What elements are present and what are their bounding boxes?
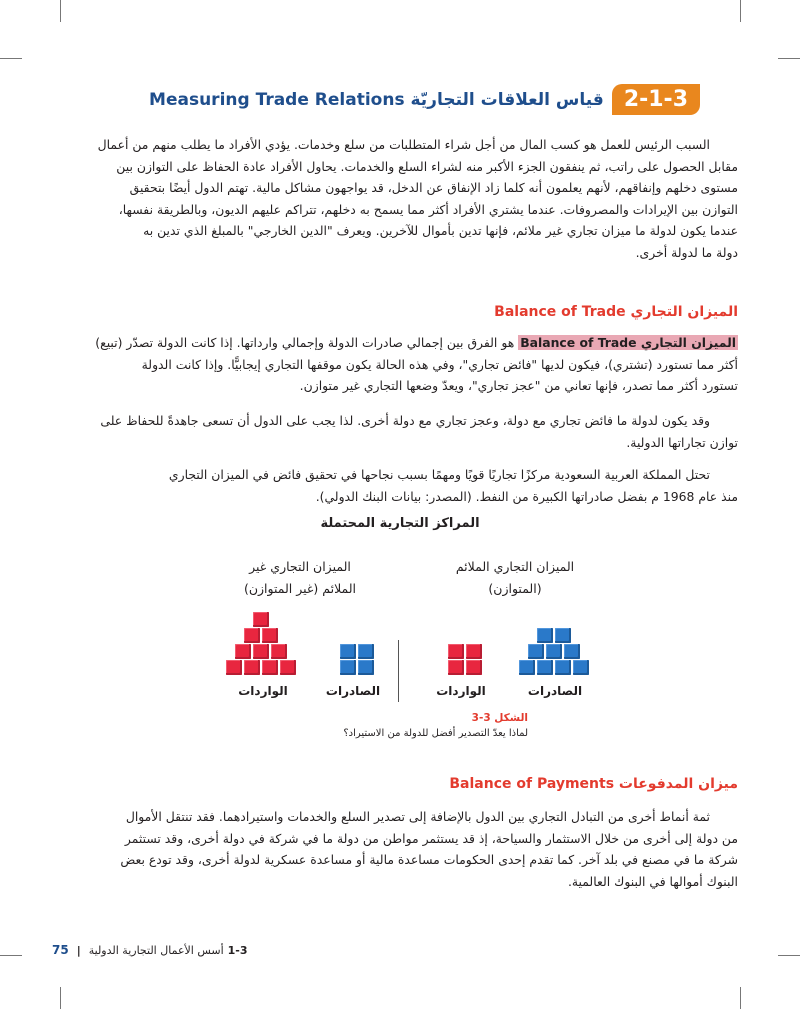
unit-title-text: أسس الأعمال التجارية الدولية (88, 943, 224, 957)
import-cube (226, 660, 242, 675)
import-cube (244, 628, 260, 643)
text-line (62, 332, 738, 354)
export-cube (555, 660, 571, 675)
import-cube (235, 644, 251, 659)
text-line: مستوى دخلهم وإنفاقهم، لأنهم يعلمون أنه كلما زاد الإنفاق عن الدخل، قد يواجهون مشاكل مالية. تهتم الدول أيضًا بتحقيق (129, 180, 738, 195)
text-line: من دولة إلى أخرى من خلال الاستثمار والسياحة، إذ قد يستثمر مواطن من دولة ما في شركة في دولة أخرى، وقد تستثمر (124, 830, 738, 846)
key-term: الميزان التجاري Balance of Trade (520, 335, 736, 350)
text-line: شركة ما في مصنع في بلد آخر. كما تقدم إحدى الحكومات مساعدة مالية أو مساعدة عسكرية لدولة أخرى، وقد تودع بعض (120, 852, 738, 867)
favorable-balance-label (430, 556, 600, 600)
text-line: دولة ما لدولة أخرى. (635, 244, 738, 260)
figure-caption: لماذا يعدّ التصدير أفضل للدولة من الاستيراد؟ (343, 728, 528, 739)
text-line: ثمة أنماط أخرى من التبادل التجاري بين الدول بالإضافة إلى تصدير السلع والخدمات واستيرادهما. فقد تنتقل الأموال (125, 809, 710, 824)
import-cube (466, 644, 482, 659)
text-line: البنوك أموالها في البنوك العالمية. (567, 873, 738, 889)
import-cube (253, 612, 269, 627)
diagram-title: المراكز التجارية المحتملة (320, 516, 480, 531)
label-line: (المتوازن) (488, 581, 542, 596)
export-cube (537, 660, 553, 675)
unit-number: 1-3 (227, 943, 248, 957)
crop-mark (740, 0, 741, 22)
export-cube (528, 644, 544, 659)
import-cube (448, 660, 464, 675)
export-cube (546, 644, 562, 659)
saudi-paragraph (62, 464, 738, 507)
import-cube (262, 628, 278, 643)
trade-surplus-paragraph (62, 410, 738, 453)
unit-title (89, 944, 248, 957)
import-cube (262, 660, 278, 675)
export-cube (537, 628, 553, 643)
crop-mark (60, 987, 61, 1009)
crop-mark (60, 0, 61, 22)
import-cube (244, 660, 260, 675)
label-line: الميزان التجاري الملائم (455, 559, 575, 574)
export-cube (340, 660, 356, 675)
section-number: 2-1-3 (612, 84, 700, 115)
text-line: توازن تجاراتها الدولية. (626, 434, 738, 450)
import-cube (271, 644, 287, 659)
crop-mark (0, 955, 22, 956)
text-line: أكثر مما تستورد (تشتري)، فيكون لديها "فائض تجاري"، وفي هذه الحالة يكون موقفها التجاري إيجابيًّا. وإذا كانت الدولة (141, 356, 738, 372)
text-line: عندما يكون لدولة ما ميزان تجاري غير ملائم، فإنها تدين بأموال للآخرين. ويعرف "الدين الخارجي" بالمبلغ الذي تدين به (143, 223, 738, 238)
text-line: السبب الرئيس للعمل هو كسب المال من أجل شراء المتطلبات من سلع وخدمات. يؤدي الأفراد ما يطلب منهم من أعمال (97, 137, 710, 152)
import-cube (466, 660, 482, 675)
balance-of-payments-paragraph (62, 806, 738, 892)
text-line: وقد يكون لدولة ما فائض تجاري مع دولة، وعجز تجاري مع دولة أخرى. لذا يجب على الدول أن تسعى جاهدةً للحفاظ على (100, 413, 710, 428)
crop-mark (778, 955, 800, 956)
export-cube (564, 644, 580, 659)
figure-number: الشكل 3-3 (471, 712, 528, 724)
page-number: 75 (52, 943, 69, 957)
section-heading (149, 84, 700, 115)
intro-paragraph (62, 134, 738, 263)
crop-mark (778, 58, 800, 59)
term-definition: هو الفرق بين إجمالي صادرات الدولة وإجمالي وارداتها. إذا كانت الدولة تصدّر (تبيع) (95, 335, 519, 350)
export-cube (340, 644, 356, 659)
unfavorable-imports-label: الواردات (238, 684, 288, 698)
crop-mark (740, 987, 741, 1009)
text-line: مقابل الحصول على راتب، ثم ينفقون الجزء الأكبر منه لشراء السلع والخدمات. يحاول الأفراد عادة الحفاظ على التوازن بين (116, 158, 738, 174)
unfavorable-balance-label (220, 556, 380, 600)
unfavorable-exports-label: الصادرات (325, 684, 381, 698)
export-cube (519, 660, 535, 675)
favorable-imports-label: الواردات (436, 684, 486, 698)
export-cube (573, 660, 589, 675)
section-title: قياس العلاقات التجاريّة Measuring Trade Relations (149, 89, 604, 110)
favorable-exports-label: الصادرات (527, 684, 583, 698)
import-cube (253, 644, 269, 659)
export-cube (358, 660, 374, 675)
label-line: الملائم (غير المتوازن) (243, 581, 357, 596)
label-line: الميزان التجاري غير (249, 559, 351, 574)
footer-separator: | (76, 943, 81, 957)
export-cube (358, 644, 374, 659)
balance-of-trade-heading: الميزان التجاري Balance of Trade (494, 304, 738, 320)
balance-of-payments-heading: ميزان المدفوعات Balance of Payments (449, 776, 738, 792)
export-cube (555, 628, 571, 643)
text-line: تستورد أكثر مما تصدر، فإنها تعاني من "عجز تجاري"، ويعدّ وضعها التجاري غير متوازن. (299, 378, 738, 393)
import-cube (280, 660, 296, 675)
import-cube (448, 644, 464, 659)
balance-of-trade-paragraph (62, 332, 738, 397)
page-footer (52, 943, 248, 957)
crop-mark (0, 58, 22, 59)
text-line: منذ عام 1968 م بفضل صادراتها الكبيرة من النفط. (المصدر: بيانات البنك الدولي). (315, 488, 738, 504)
diagram-divider (398, 640, 399, 702)
text-line: تحتل المملكة العربية السعودية مركزًا تجاريًا قويًا ومهمًا بسبب نجاحها في تحقيق فائض في الميزان التجاري (168, 467, 710, 482)
text-line: التوازن بين الإيرادات والمصروفات. عندما يشتري الأفراد أكثر مما يسمح به دخلهم، تتراكم عليهم الديون، وبالطريقة نفسها، (118, 201, 738, 217)
